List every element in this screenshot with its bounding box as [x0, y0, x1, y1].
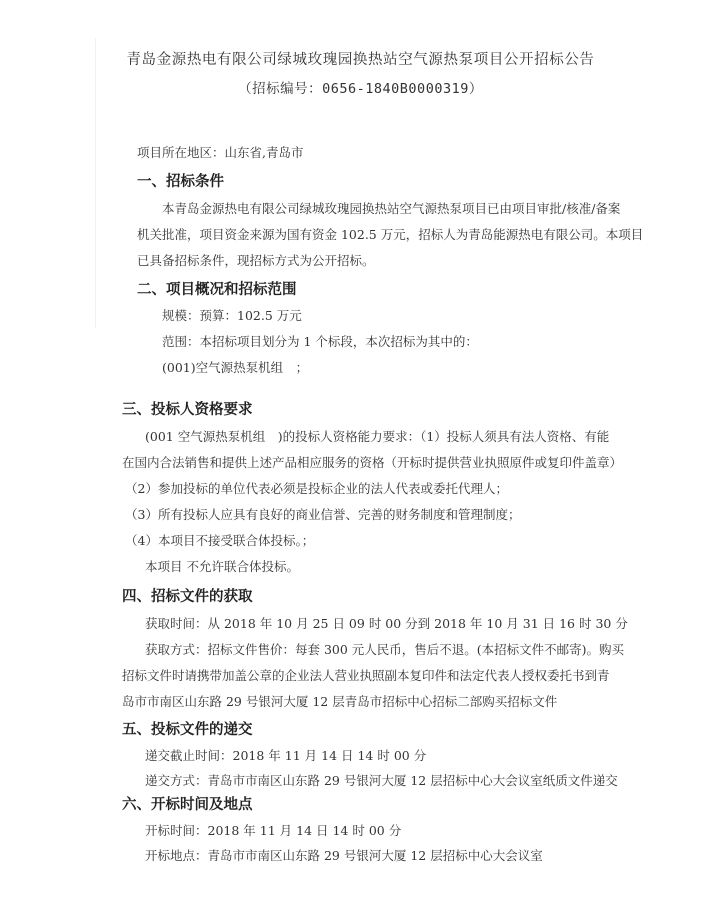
section-heading-2: 二、项目概况和招标范围 — [137, 281, 297, 298]
section-heading-5: 五、投标文件的递交 — [122, 721, 253, 738]
section-3-line: （2）参加投标的单位代表必须是投标企业的法人代表或委托代理人； — [125, 481, 508, 496]
section-1-line: 机关批准，项目资金来源为国有资金 102.5 万元，招标人为青岛能源热电有限公司。本项目 — [137, 227, 644, 242]
section-5-line: 递交方式：青岛市市南区山东路 29 号银河大厦 12 层招标中心大会议室纸质文件递交 — [145, 773, 618, 788]
section-6-line: 开标地点：青岛市市南区山东路 29 号银河大厦 12 层招标中心大会议室 — [145, 848, 543, 863]
section-3-line: 本项目 不允许联合体投标。 — [145, 559, 299, 574]
section-3-line: (001 空气源热泵机组 )的投标人资格能力要求：（1）投标人须具有法人资格、有能 — [145, 429, 610, 444]
section-heading-6: 六、开标时间及地点 — [122, 796, 253, 813]
section-4-line: 招标文件时请携带加盖公章的企业法人营业执照副本复印件和法定代表人授权委托书到青 — [122, 668, 610, 683]
section-heading-1: 一、招标条件 — [137, 173, 224, 190]
section-3-line: （4）本项目不接受联合体投标。； — [125, 533, 315, 548]
section-4-line: 获取方式：招标文件售价：每套 300 元人民币，售后不退。(本招标文件不邮寄)。购买 — [145, 642, 625, 657]
section-2-line: (001)空气源热泵机组 ； — [162, 360, 309, 375]
tender-number: （招标编号：0656-1840B0000319） — [238, 81, 483, 97]
section-5-line: 递交截止时间：2018 年 11 月 14 日 14 时 00 分 — [145, 748, 427, 763]
document-title: 青岛金源热电有限公司绿城玫瑰园换热站空气源热泵项目公开招标公告 — [126, 52, 595, 68]
section-2-line: 范围：本招标项目划分为 1 个标段，本次招标为其中的： — [162, 334, 478, 349]
section-heading-4: 四、招标文件的获取 — [122, 588, 253, 605]
section-4-line: 获取时间：从 2018 年 10 月 25 日 09 时 00 分到 2018 年 10 月 31 日 16 时 30 分 — [145, 616, 628, 631]
section-4-line: 岛市市南区山东路 29 号银河大厦 12 层青岛市招标中心招标二部购买招标文件 — [122, 694, 558, 709]
section-6-line: 开标时间：2018 年 11 月 14 日 14 时 00 分 — [145, 823, 402, 838]
section-2-line: 规模：预算：102.5 万元 — [162, 308, 302, 323]
section-1-line: 已具备招标条件，现招标方式为公开招标。 — [137, 253, 375, 268]
section-3-line: 在国内合法销售和提供上述产品相应服务的资格（开标时提供营业执照原件或复印件盖章） — [122, 455, 623, 470]
project-location: 项目所在地区：山东省,青岛市 — [137, 145, 304, 160]
section-3-line: （3）所有投标人应具有良好的商业信誉、完善的财务制度和管理制度； — [125, 507, 521, 522]
section-heading-3: 三、投标人资格要求 — [122, 401, 253, 418]
section-1-line: 本青岛金源热电有限公司绿城玫瑰园换热站空气源热泵项目已由项目审批/核准/备案 — [162, 201, 621, 216]
